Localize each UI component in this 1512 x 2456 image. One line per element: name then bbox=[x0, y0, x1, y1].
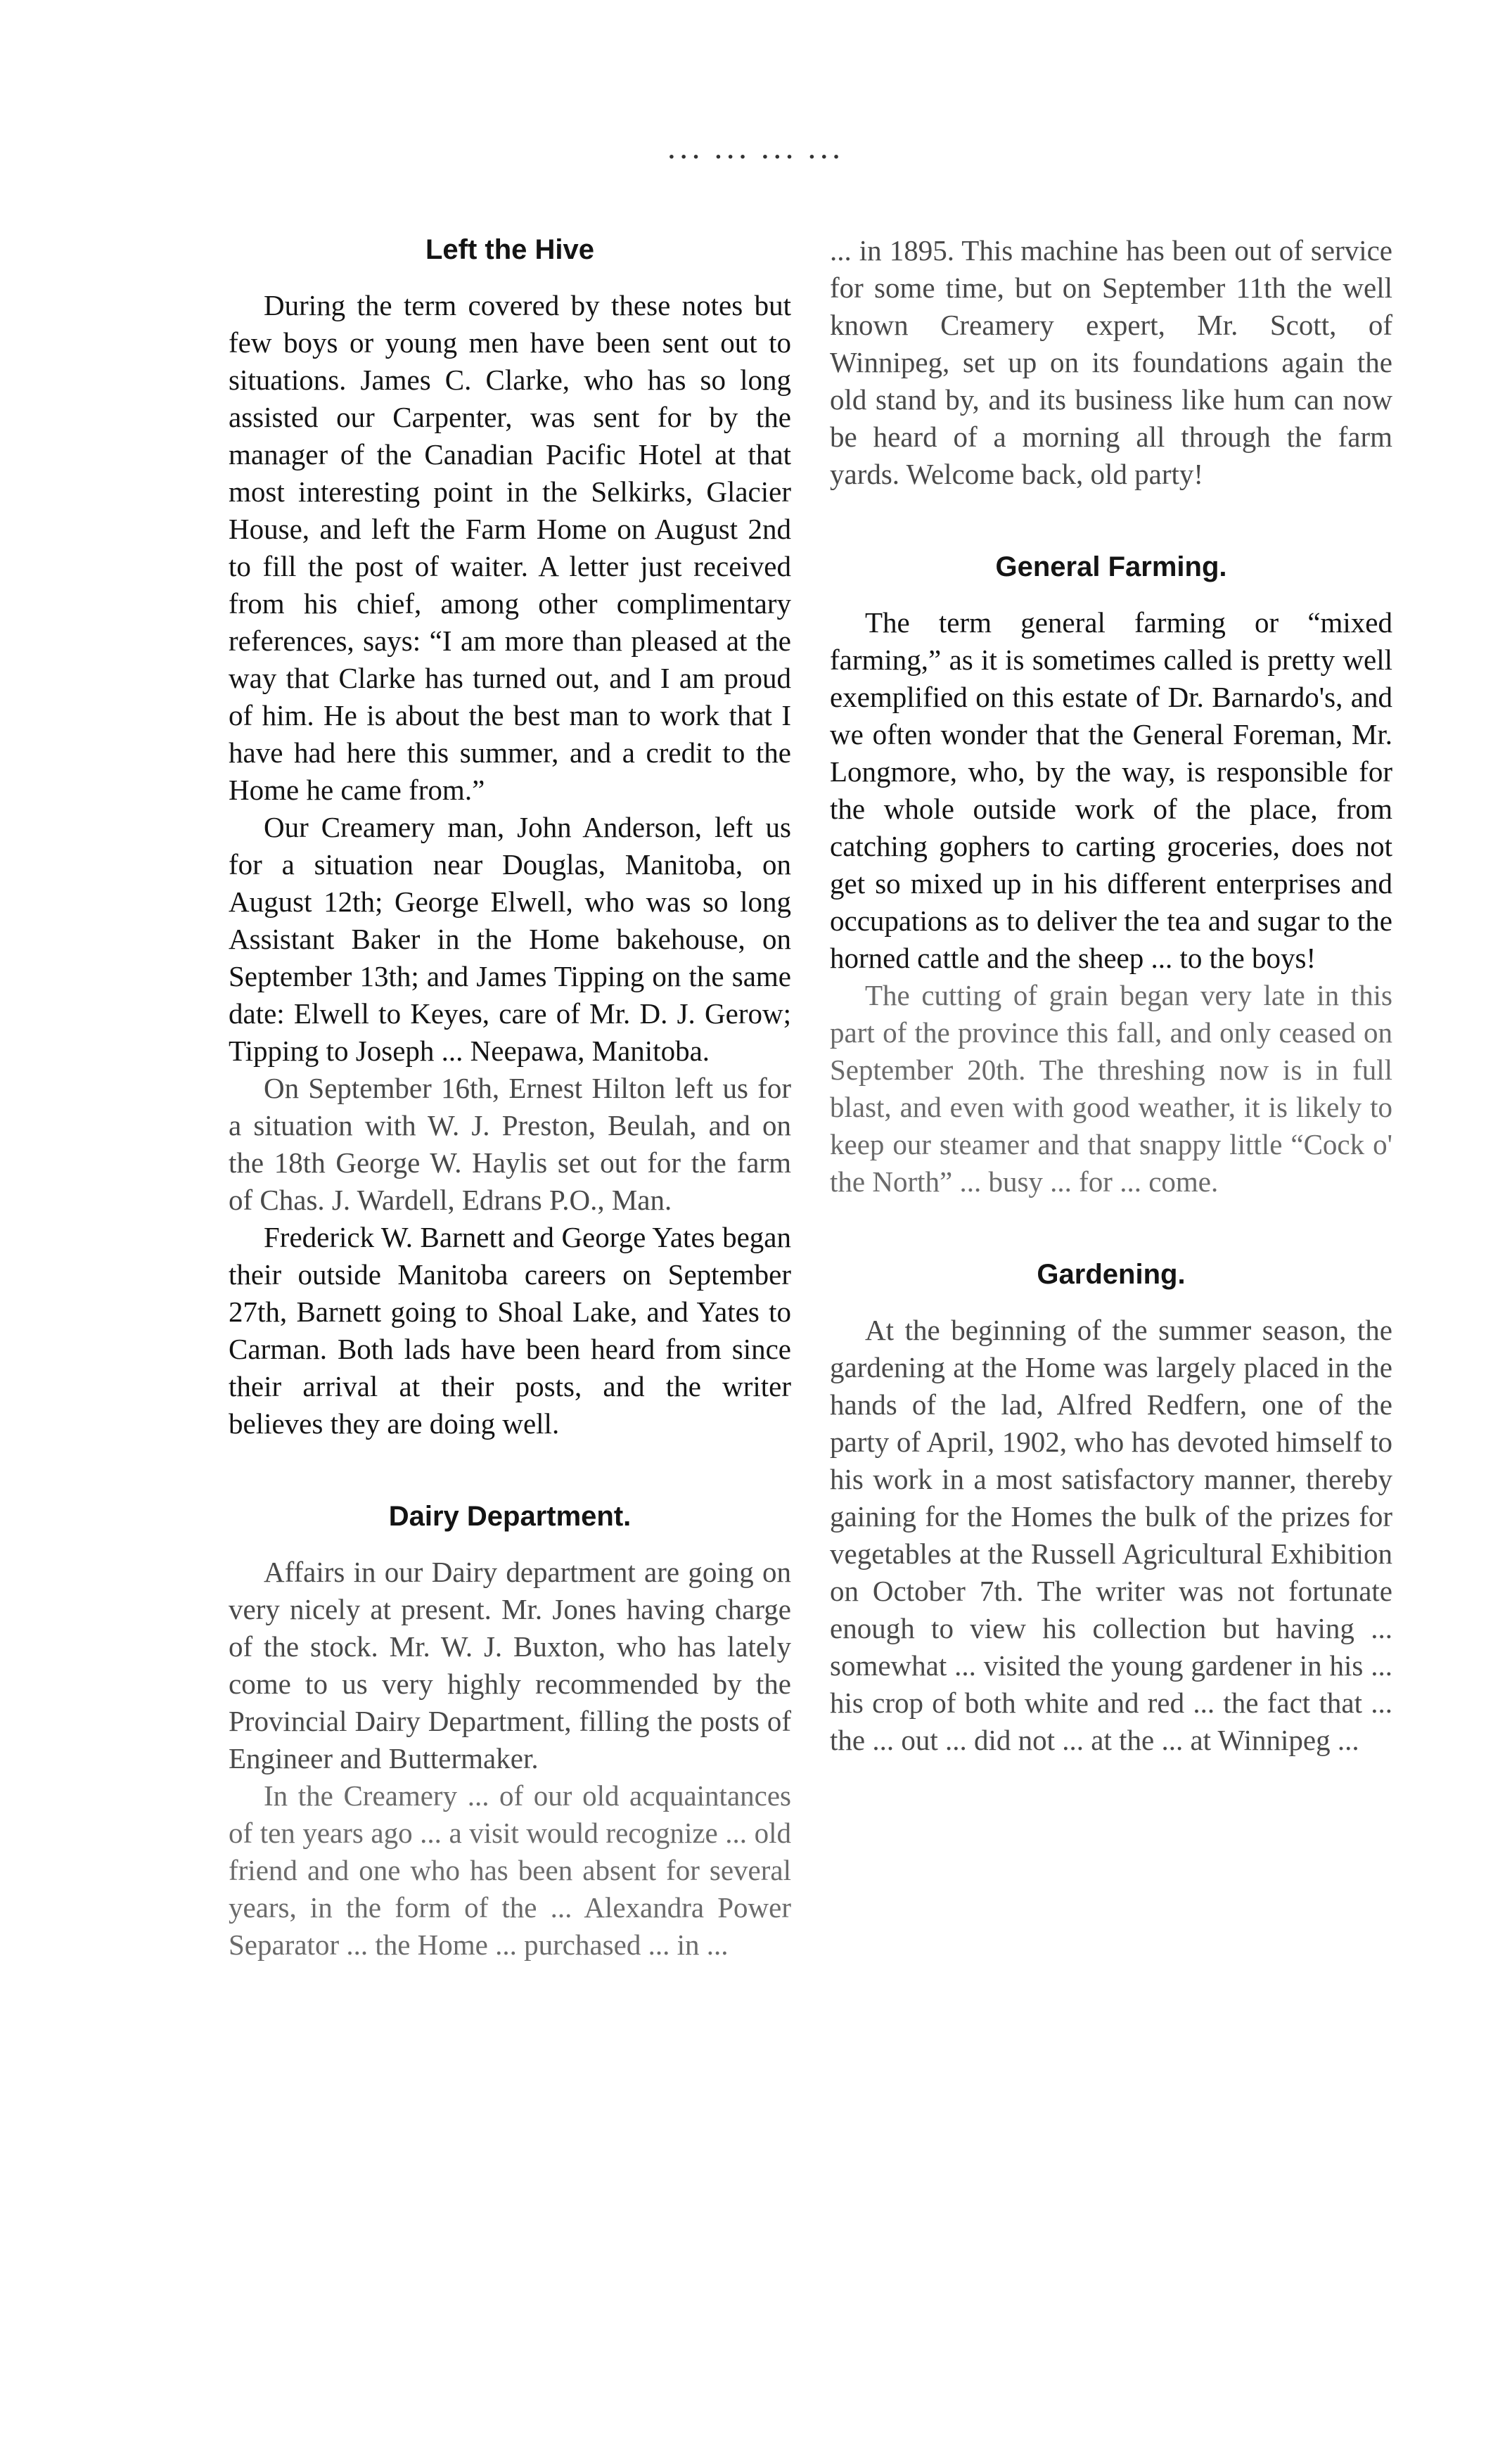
section-title-gardening: Gardening. bbox=[1037, 1259, 1186, 1290]
right-column bbox=[830, 232, 1392, 1759]
paragraph: On September 16th, Ernest Hilton left us for a situation with W. J. Preston, Beulah, and on the 18th George W. Haylis set out for the farm of Chas. J. Wardell, Edrans P.O., Man. bbox=[229, 1072, 791, 1216]
paragraph: The cutting of grain began very late in this part of the province this fall, and only ceased on September 20th. The threshing now is in full blast, and even with good weather, it is likely to keep our steamer and that snappy little “Cock o' the North” ... busy ... for ... come. bbox=[830, 979, 1392, 1198]
paragraph: Affairs in our Dairy department are going on very nicely at present. Mr. Jones having charge of the stock. Mr. W. J. Buxton, who has lately come to us very highly recommended by the Provincial Dairy Department, filling the posts of Engineer and Buttermaker. bbox=[229, 1556, 791, 1774]
paragraph: During the term covered by these notes but few boys or young men have been sent out to situations. James C. Clarke, who has so long assisted our Carpenter, was sent for by the manager of the Canadian Pacific Hotel at that most interesting point in the Selkirks, Glacier House, and left the Farm Home on August 2nd to fill the post of waiter. A letter just received from his chief, among other complimentary references, says: “I am more than pleased at the way that Clarke has turned out, and I am proud of him. He is about the best man to work that I have had here this summer, and a credit to the Home he came from.” bbox=[229, 289, 791, 806]
paragraph: At the beginning of the summer season, the gardening at the Home was largely placed in the hands of the lad, Alfred Redfern, one of the party of April, 1902, who has devoted himself to his work in a most satisfactory manner, thereby gaining for the Homes the bulk of the prizes for vegetables at the Russell Agricultural Exhibition on October 7th. The writer was not fortunate enough to view his collection but having ... somewhat ... visited the young gardener in his ... his crop of both white and red ... the fact that ... the ... out ... did not ... at the ... at Winnipeg ... bbox=[830, 1314, 1392, 1756]
paragraph-continuation: ... in 1895. This machine has been out of service for some time, but on September 11th the well known Creamery expert, Mr. Scott, of Winnipeg, set up on its foundations again the old stand by, and its business like hum can now be heard of a morning all through the farm yards. Welcome back, old party! bbox=[830, 234, 1392, 490]
paragraph: Our Creamery man, John Anderson, left us for a situation near Douglas, Manitoba, on August 12th; George Elwell, who was so long Assistant Baker in the Home bakehouse, on September 13th; and James Tipping on the same date: Elwell to Keyes, care of Mr. D. J. Gerow; Tipping to Joseph ... Neepawa, Manitoba. bbox=[229, 811, 791, 1067]
section-title-dairy-department: Dairy Department. bbox=[388, 1501, 632, 1532]
paragraph: In the Creamery ... of our old acquaintances of ten years ago ... a visit would recognize ... old friend and one who has been absent for several years, in the form of the ... Alexandra Power Separator ... the Home ... purchased ... in ... bbox=[229, 1779, 791, 1961]
paragraph: The term general farming or “mixed farming,” as it is sometimes called is pretty well exemplified on this estate of Dr. Barnardo's, and we often wonder that the General Foreman, Mr. Longmore, who, by the way, is responsible for the whole outside work of the place, from catching gophers to carting groceries, does not get so mixed up in his different enterprises and occupations as to deliver the tea and sugar to the horned cattle and the sheep ... to the boys! bbox=[830, 606, 1392, 974]
section-title-general-farming: General Farming. bbox=[995, 551, 1227, 582]
paragraph: Frederick W. Barnett and George Yates began their outside Manitoba careers on September 27th, Barnett going to Shoal Lake, and Yates to Carman. Both lads have been heard from since their arrival at their posts, and the writer believes they are doing well. bbox=[229, 1221, 791, 1440]
section-title-left-the-hive: Left the Hive bbox=[425, 234, 595, 265]
left-column bbox=[229, 232, 791, 1964]
page-running-header: ··· ··· ··· ··· bbox=[667, 144, 845, 170]
